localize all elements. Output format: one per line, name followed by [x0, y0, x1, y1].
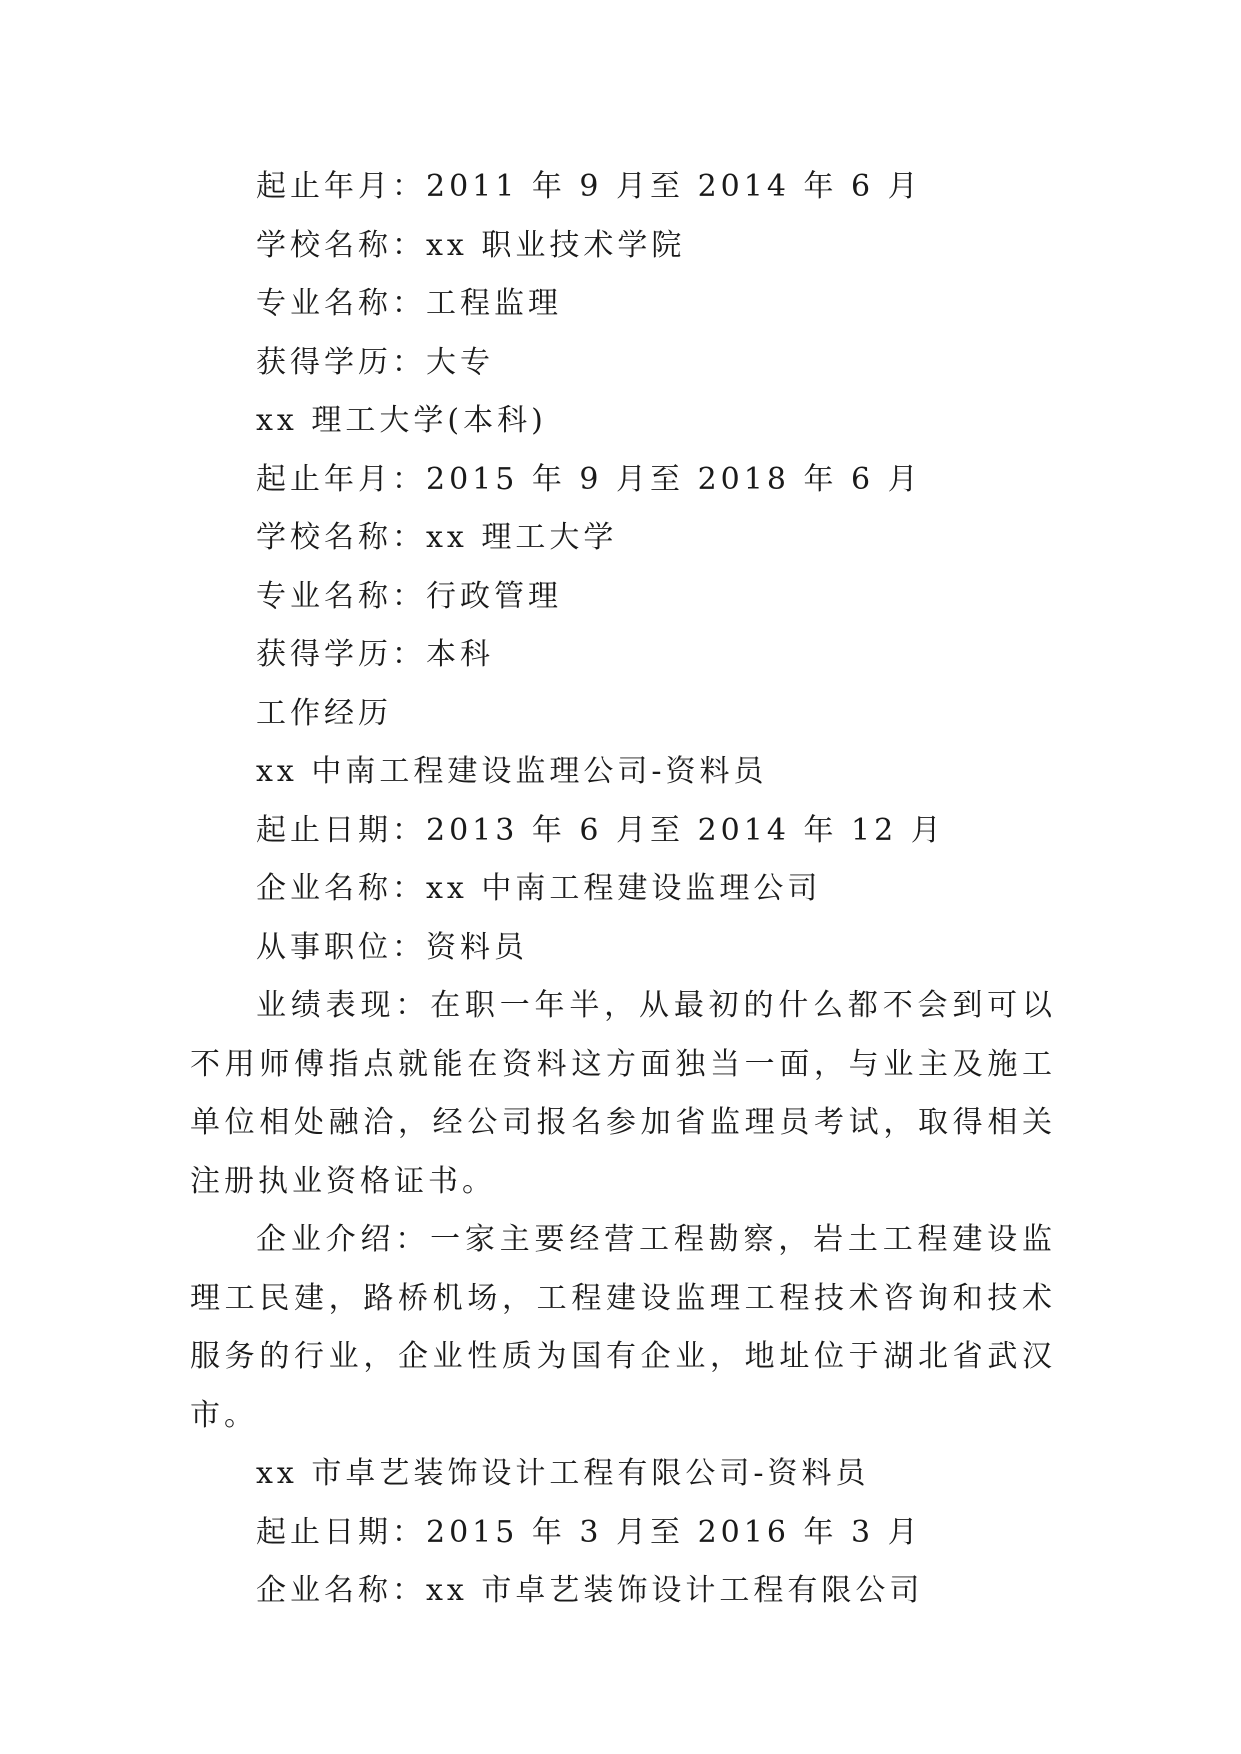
- document-body: [190, 158, 1056, 1621]
- degree-line: 获得学历：本科: [256, 637, 494, 672]
- company-name-line: 企业名称：xx 市卓艺装饰设计工程有限公司: [256, 1573, 924, 1608]
- university-heading: xx 理工大学(本科): [256, 403, 547, 438]
- edu-period-line: 起止年月：2015 年 9 月至 2018 年 6 月: [256, 461, 922, 497]
- work-experience-heading: 工作经历: [256, 695, 392, 731]
- major-line: 专业名称：行政管理: [256, 578, 562, 614]
- job-heading: xx 市卓艺装饰设计工程有限公司-资料员: [256, 1456, 870, 1491]
- position-line: 从事职位：资料员: [256, 929, 528, 965]
- major-line: 专业名称：工程监理: [256, 286, 562, 321]
- performance-paragraph: 业绩表现：在职一年半，从最初的什么都不会到可以不用师傅指点就能在资料这方面独当一面，与业主及施工单位相处融洽，经公司报名参加省监理员考试，取得相关注册执业资格证书。: [190, 988, 1056, 1199]
- job-period-line: 起止日期：2015 年 3 月至 2016 年 3 月: [256, 1514, 922, 1550]
- job-heading: xx 中南工程建设监理公司-资料员: [256, 754, 768, 789]
- school-name-line: 学校名称：xx 职业技术学院: [256, 227, 686, 263]
- edu-period-line: 起止年月：2011 年 9 月至 2014 年 6 月: [256, 169, 922, 204]
- degree-line: 获得学历：大专: [256, 344, 494, 380]
- company-intro-paragraph: 企业介绍：一家主要经营工程勘察，岩土工程建设监理工民建，路桥机场，工程建设监理工程技术咨询和技术服务的行业，企业性质为国有企业，地址位于湖北省武汉市。: [190, 1222, 1056, 1433]
- school-name-line: 学校名称：xx 理工大学: [256, 520, 618, 555]
- job-period-line: 起止日期：2013 年 6 月至 2014 年 12 月: [256, 812, 945, 848]
- company-name-line: 企业名称：xx 中南工程建设监理公司: [256, 871, 822, 906]
